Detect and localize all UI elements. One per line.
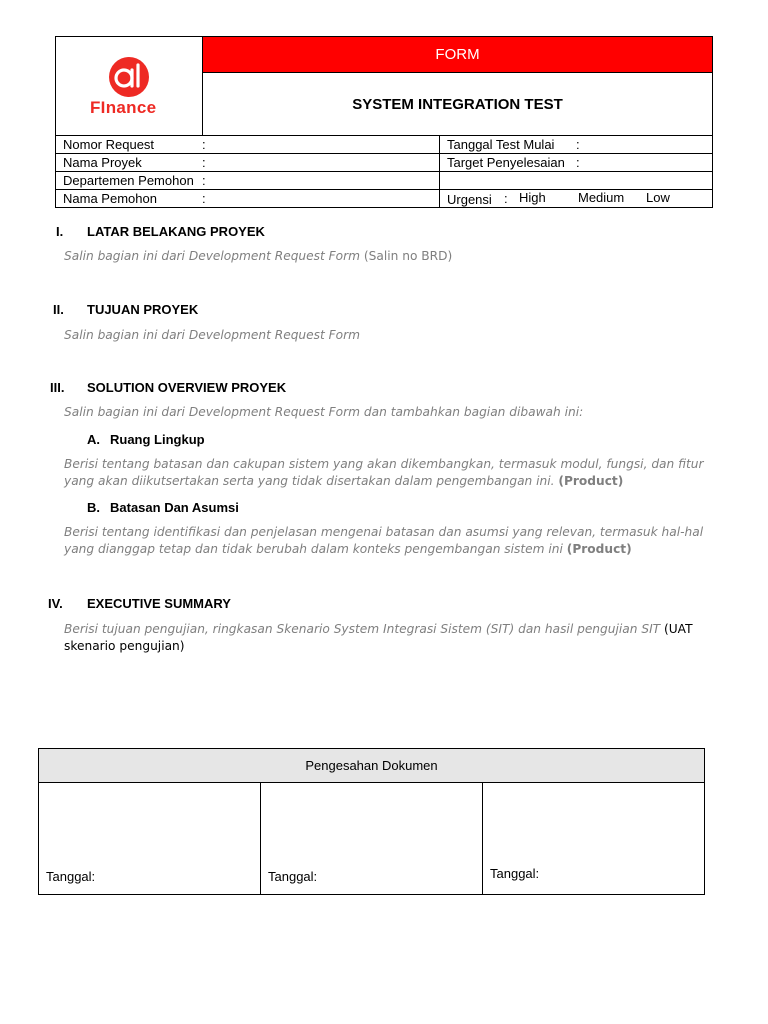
section-note xyxy=(64,327,714,344)
note-italic: Salin bagian ini dari Development Request Form dan tambahkan bagian dibawah ini: xyxy=(64,405,584,419)
colon: : xyxy=(576,137,580,152)
nomor-request-field[interactable] xyxy=(56,136,440,153)
section-number: II. xyxy=(53,302,64,317)
section-title-executive-summary: EXECUTIVE SUMMARY xyxy=(87,596,231,611)
section-title-tujuan: TUJUAN PROYEK xyxy=(87,302,199,317)
tanggal-test-mulai-label: Tanggal Test Mulai xyxy=(447,137,555,152)
colon: : xyxy=(202,173,206,188)
section-number: III. xyxy=(50,380,65,395)
info-row xyxy=(56,153,712,171)
finance-logo-icon xyxy=(89,55,173,99)
empty-cell xyxy=(440,172,712,189)
form-header xyxy=(55,36,713,136)
urgency-option-medium[interactable]: Medium xyxy=(578,190,625,205)
request-info-table xyxy=(55,135,713,208)
note-italic: Berisi tentang identifikasi dan penjelasan mengenai batasan dan asumsi yang relevan, termasuk hal-hal yang dianggap tetap dan tidak berubah dalam konteks pengembangan sistem ini xyxy=(64,525,704,556)
signature-cell[interactable] xyxy=(39,783,261,895)
target-penyelesaian-field[interactable] xyxy=(440,154,712,171)
approval-table xyxy=(38,748,705,895)
nama-pemohon-label: Nama Pemohon xyxy=(63,191,157,206)
target-penyelesaian-label: Target Penyelesaian xyxy=(447,155,565,170)
tanggal-test-mulai-field[interactable] xyxy=(440,136,712,153)
nomor-request-label: Nomor Request xyxy=(63,137,155,152)
urgensi-label: Urgensi xyxy=(447,192,492,207)
section-note xyxy=(64,621,714,655)
date-label: Tanggal: xyxy=(46,869,96,884)
logo-cell xyxy=(56,37,203,135)
nama-proyek-field[interactable] xyxy=(56,154,440,171)
urgency-option-high[interactable]: High xyxy=(519,190,546,205)
note-plain: (Salin no BRD) xyxy=(360,249,453,263)
subsection-title-ruang-lingkup: Ruang Lingkup xyxy=(110,432,205,447)
section-note xyxy=(64,248,714,265)
subsection-title-batasan-asumsi: Batasan Dan Asumsi xyxy=(110,500,239,515)
date-label: Tanggal: xyxy=(490,866,540,881)
urgensi-field xyxy=(440,190,712,207)
approval-title: Pengesahan Dokumen xyxy=(39,749,704,783)
subsection-note xyxy=(64,456,714,490)
date-label: Tanggal: xyxy=(268,869,318,884)
section-number: I. xyxy=(56,224,64,239)
section-title-solution-overview: SOLUTION OVERVIEW PROYEK xyxy=(87,380,287,395)
section-title-latar-belakang: LATAR BELAKANG PROYEK xyxy=(87,224,265,239)
note-bold: (Product) xyxy=(566,542,632,556)
info-row xyxy=(56,135,712,153)
note-bold: (Product) xyxy=(558,474,624,488)
logo-text: FInance xyxy=(90,98,157,117)
colon: : xyxy=(504,191,508,206)
nama-proyek-label: Nama Proyek xyxy=(63,155,142,170)
signature-cell[interactable] xyxy=(483,783,704,895)
urgency-option-low[interactable]: Low xyxy=(646,190,670,205)
note-black: (UAT skenario pengujian) xyxy=(64,622,693,653)
info-row xyxy=(56,171,712,189)
document-title: SYSTEM INTEGRATION TEST xyxy=(352,95,563,113)
signature-cell[interactable] xyxy=(261,783,483,895)
section-note xyxy=(64,404,714,421)
note-italic: Berisi tentang batasan dan cakupan sistem yang akan dikembangkan, termasuk modul, fungsi, dan fitur yang akan diikutsertakan serta yang tidak disertakan dalam pengembangan ini. xyxy=(64,457,704,488)
note-italic: Berisi tujuan pengujian, ringkasan Skenario System Integrasi Sistem (SIT) dan hasil pengujian SIT xyxy=(64,622,664,636)
info-row xyxy=(56,189,712,207)
subsection-note xyxy=(64,524,714,558)
section-number: IV. xyxy=(48,596,63,611)
departemen-pemohon-field[interactable] xyxy=(56,172,440,189)
subsection-number: B. xyxy=(87,500,100,515)
colon: : xyxy=(576,155,580,170)
colon: : xyxy=(202,191,206,206)
subsection-number: A. xyxy=(87,432,100,447)
colon: : xyxy=(202,137,206,152)
note-italic: Salin bagian ini dari Development Request Form xyxy=(64,249,361,263)
nama-pemohon-field[interactable] xyxy=(56,190,440,207)
colon: : xyxy=(202,155,206,170)
form-label: FORM xyxy=(203,37,712,73)
departemen-pemohon-label: Departemen Pemohon xyxy=(63,173,194,188)
note-italic: Salin bagian ini dari Development Request Form xyxy=(64,328,361,342)
